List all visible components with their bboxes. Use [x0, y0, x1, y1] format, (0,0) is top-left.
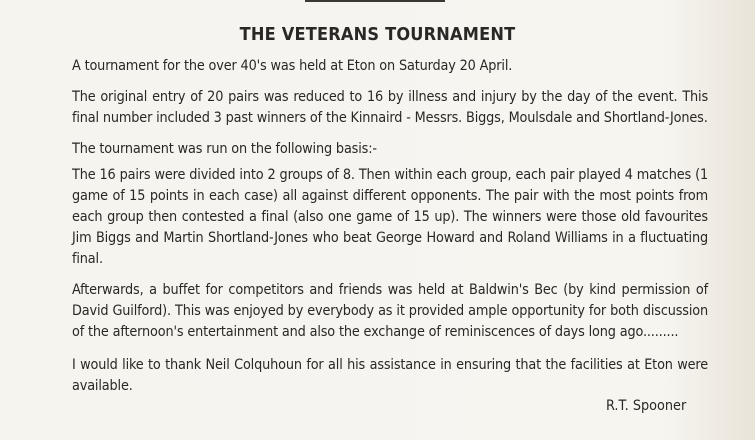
article-title: THE VETERANS TOURNAMENT: [239, 24, 516, 45]
paragraph-basis-heading: The tournament was run on the following basis:-: [72, 141, 377, 157]
paragraph-format: The 16 pairs were divided into 2 groups of 8. Then within each group, each pair played 4 matches (1 game of 15 points in each case) all against different opponents. The pair with the most points from each group then contested a final (also one game of 15 up). The winners were those old favourites Jim Biggs and Martin Shortland-Jones who beat George Howard and Roland Williams in a fluctuating final.: [72, 167, 708, 267]
paragraph-thanks: I would like to thank Neil Colquhoun for all his assistance in ensuring that the facilities at Eton were available.: [72, 357, 708, 394]
paragraph-entry: The original entry of 20 pairs was reduced to 16 by illness and injury by the day of the event. This final number included 3 past winners of the Kinnaird - Messrs. Biggs, Moulsdale and Shortland-Jones.: [72, 89, 708, 126]
paragraph-intro: A tournament for the over 40's was held at Eton on Saturday 20 April.: [72, 58, 513, 74]
top-rule: [305, 0, 445, 2]
article-body: [72, 56, 708, 397]
paragraph-buffet: Afterwards, a buffet for competitors and friends was held at Baldwin's Bec (by kind permission of David Guilford). This was enjoyed by everybody as it provided ample opportunity for both discussion of the afternoon's entertainment and also the exchange of reminiscences of days long ago.........: [72, 282, 708, 340]
signature: R.T. Spooner: [606, 398, 687, 414]
